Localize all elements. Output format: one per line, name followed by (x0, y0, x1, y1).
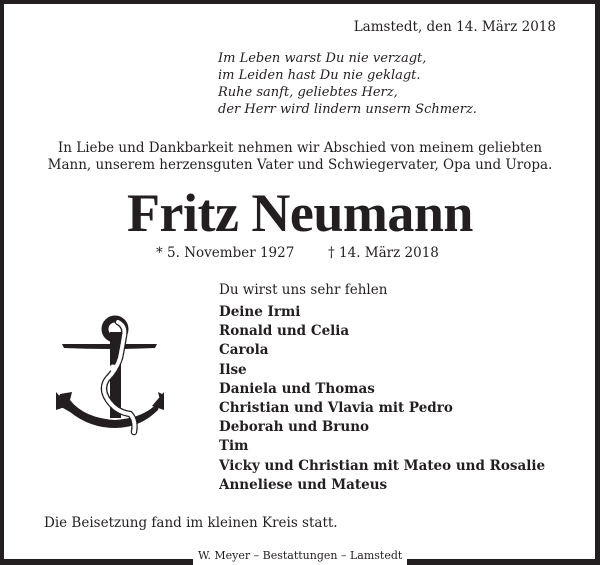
death-date: † 14. März 2018 (328, 245, 439, 261)
poem-line: der Herr wird lindern unsern Schmerz. (218, 102, 477, 117)
mourner-name: Ronald und Celia (219, 323, 350, 340)
intro-text (0, 140, 600, 174)
mourners-heading: Du wirst uns sehr fehlen (219, 282, 388, 298)
intro-line: Mann, unserem herzensguten Vater und Schwiegervater, Opa und Uropa. (47, 157, 553, 173)
mourner-name: Christian und Vlavia mit Pedro (219, 399, 453, 416)
mourner-name: Carola (219, 342, 269, 359)
burial-note: Die Beisetzung fand im kleinen Kreis statt. (44, 515, 338, 531)
mourner-name: Ilse (219, 361, 247, 378)
mourner-name: Anneliese und Mateus (219, 476, 388, 493)
anchor-icon (54, 314, 166, 436)
poem-line: Ruhe sanft, geliebtes Herz, (218, 85, 398, 100)
funeral-home-footer: W. Meyer – Bestattungen – Lamstedt (193, 549, 407, 565)
mourner-name: Deine Irmi (219, 304, 301, 320)
intro-line: In Liebe und Dankbarkeit nehmen wir Abschied von meinem geliebten (57, 140, 543, 156)
deceased-name: Fritz Neumann (127, 183, 473, 243)
poem-line: Im Leben warst Du nie verzagt, (218, 51, 427, 66)
mourner-name: Daniela und Thomas (219, 380, 375, 397)
mourner-name: Tim (219, 438, 249, 455)
poem-line: im Leiden hast Du nie geklagt. (218, 68, 421, 83)
mourner-name: Deborah und Bruno (219, 419, 370, 436)
mourners-list (219, 303, 545, 495)
mourner-name: Vicky und Christian mit Mateo und Rosalie (219, 457, 546, 474)
poem (218, 50, 477, 118)
birth-date: * 5. November 1927 (156, 245, 295, 261)
place-date: Lamstedt, den 14. März 2018 (353, 19, 556, 35)
